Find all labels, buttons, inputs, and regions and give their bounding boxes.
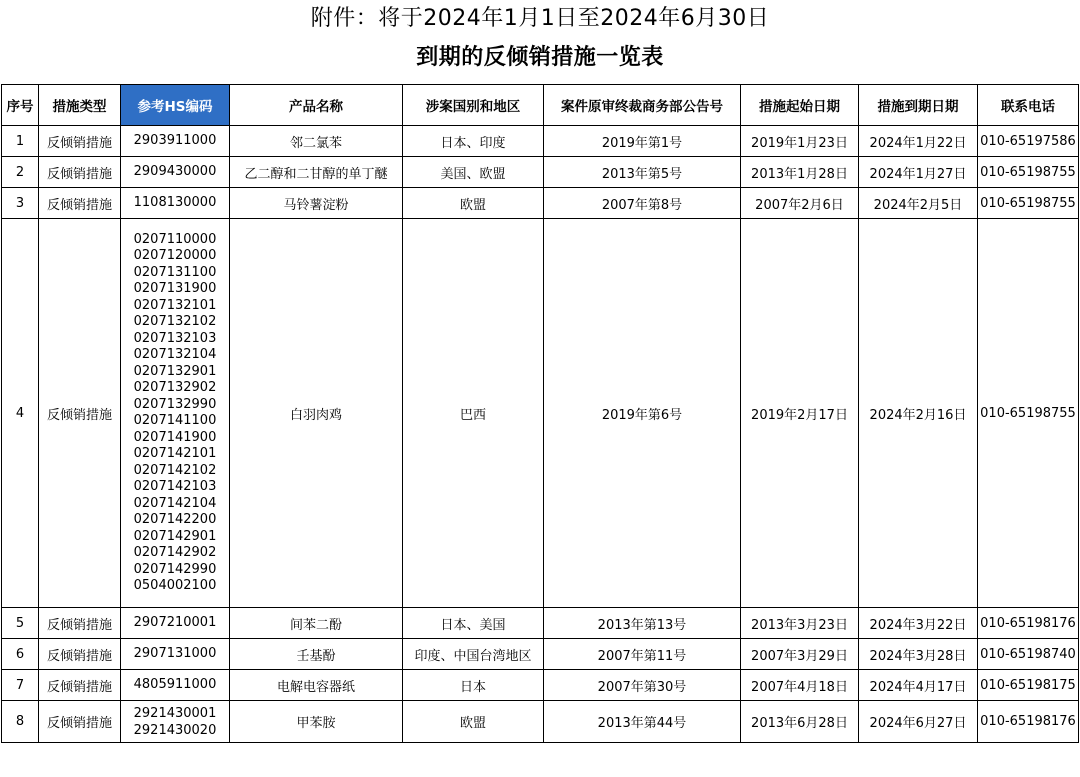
header-end-date: 措施到期日期 xyxy=(859,85,978,126)
cell-end-date: 2024年4月17日 xyxy=(859,670,978,701)
hs-code: 0504002100 xyxy=(133,578,217,593)
cell-notice-number: 2007年第8号 xyxy=(544,188,741,219)
title-line-1: 附件：将于2024年1月1日至2024年6月30日 xyxy=(310,6,770,31)
cell-row-number: 1 xyxy=(2,126,39,157)
cell-end-date: 2024年6月27日 xyxy=(859,701,978,743)
header-region: 涉案国别和地区 xyxy=(403,85,544,126)
hs-code: 0207132901 xyxy=(133,363,217,379)
cell-region: 欧盟 xyxy=(403,188,544,219)
cell-start-date: 2007年4月18日 xyxy=(741,670,859,701)
cell-region: 日本、印度 xyxy=(403,126,544,157)
header-hs-code[interactable]: 参考HS编码 xyxy=(121,85,230,126)
hs-code: 0207142103 xyxy=(133,479,217,494)
cell-measure-type: 反倾销措施 xyxy=(39,670,121,701)
cell-contact-phone: 010-65198740 xyxy=(978,639,1079,670)
hs-code: 2907131000 xyxy=(133,645,217,661)
cell-product-name: 壬基酚 xyxy=(230,639,403,670)
cell-notice-number: 2007年第11号 xyxy=(544,639,741,670)
hs-code: 2909430000 xyxy=(133,163,217,179)
cell-product-name: 乙二醇和二甘醇的单丁醚 xyxy=(230,157,403,188)
hs-code: 0207142102 xyxy=(133,462,217,478)
cell-hs-codes xyxy=(121,219,230,608)
hs-code: 0207132990 xyxy=(133,396,217,412)
hs-code: 0207142902 xyxy=(133,545,217,560)
table-row xyxy=(2,608,1079,639)
cell-notice-number: 2013年第44号 xyxy=(544,701,741,743)
cell-measure-type: 反倾销措施 xyxy=(39,126,121,157)
hs-code: 0207132101 xyxy=(133,297,217,313)
cell-notice-number: 2019年第6号 xyxy=(544,219,741,608)
cell-row-number: 3 xyxy=(2,188,39,219)
header-start-date: 措施起始日期 xyxy=(741,85,859,126)
cell-notice-number: 2013年第13号 xyxy=(544,608,741,639)
table-row xyxy=(2,670,1079,701)
cell-end-date: 2024年2月16日 xyxy=(859,219,978,608)
hs-code: 0207142990 xyxy=(133,561,217,577)
header-product: 产品名称 xyxy=(230,85,403,126)
cell-measure-type: 反倾销措施 xyxy=(39,639,121,670)
cell-notice-number: 2013年第5号 xyxy=(544,157,741,188)
cell-row-number: 5 xyxy=(2,608,39,639)
cell-start-date: 2019年2月17日 xyxy=(741,219,859,608)
hs-code: 2903911000 xyxy=(133,132,217,148)
cell-contact-phone: 010-65198175 xyxy=(978,670,1079,701)
hs-code: 0207120000 xyxy=(133,248,217,263)
cell-hs-codes xyxy=(121,608,230,639)
cell-hs-codes xyxy=(121,701,230,743)
cell-end-date: 2024年2月5日 xyxy=(859,188,978,219)
measures-table xyxy=(1,84,1079,743)
cell-contact-phone: 010-65197586 xyxy=(978,126,1079,157)
cell-contact-phone: 010-65198176 xyxy=(978,608,1079,639)
hs-code: 0207131900 xyxy=(133,281,217,296)
cell-product-name: 邻二氯苯 xyxy=(230,126,403,157)
cell-start-date: 2013年6月28日 xyxy=(741,701,859,743)
cell-start-date: 2013年1月28日 xyxy=(741,157,859,188)
cell-contact-phone: 010-65198176 xyxy=(978,701,1079,743)
cell-region: 巴西 xyxy=(403,219,544,608)
table-header-row xyxy=(2,85,1079,126)
cell-end-date: 2024年1月22日 xyxy=(859,126,978,157)
cell-row-number: 8 xyxy=(2,701,39,743)
cell-row-number: 4 xyxy=(2,219,39,608)
cell-end-date: 2024年3月28日 xyxy=(859,639,978,670)
cell-measure-type: 反倾销措施 xyxy=(39,188,121,219)
cell-end-date: 2024年3月22日 xyxy=(859,608,978,639)
cell-region: 日本、美国 xyxy=(403,608,544,639)
table-row xyxy=(2,701,1079,743)
cell-product-name: 间苯二酚 xyxy=(230,608,403,639)
cell-hs-codes xyxy=(121,157,230,188)
hs-code: 0207142101 xyxy=(133,446,217,461)
cell-notice-number: 2007年第30号 xyxy=(544,670,741,701)
cell-measure-type: 反倾销措施 xyxy=(39,157,121,188)
table-row xyxy=(2,188,1079,219)
title-line-2: 到期的反倾销措施一览表 xyxy=(416,45,664,70)
cell-measure-type: 反倾销措施 xyxy=(39,701,121,743)
cell-end-date: 2024年1月27日 xyxy=(859,157,978,188)
cell-measure-type: 反倾销措施 xyxy=(39,608,121,639)
cell-row-number: 6 xyxy=(2,639,39,670)
hs-code: 0207142104 xyxy=(133,495,217,511)
cell-hs-codes xyxy=(121,639,230,670)
hs-code: 4805911000 xyxy=(133,676,217,692)
cell-region: 欧盟 xyxy=(403,701,544,743)
header-notice: 案件原审终裁商务部公告号 xyxy=(544,85,741,126)
cell-measure-type: 反倾销措施 xyxy=(39,219,121,608)
hs-code: 1108130000 xyxy=(133,194,217,210)
cell-product-name: 甲苯胺 xyxy=(230,701,403,743)
table-row xyxy=(2,126,1079,157)
cell-region: 美国、欧盟 xyxy=(403,157,544,188)
table-row xyxy=(2,219,1079,608)
header-no: 序号 xyxy=(2,85,39,126)
cell-product-name: 马铃薯淀粉 xyxy=(230,188,403,219)
hs-code: 2907210001 xyxy=(133,614,217,630)
cell-start-date: 2007年3月29日 xyxy=(741,639,859,670)
hs-code: 0207142200 xyxy=(133,512,217,527)
cell-hs-codes xyxy=(121,188,230,219)
document-title xyxy=(0,0,1080,80)
hs-code: 0207110000 xyxy=(133,231,217,247)
cell-contact-phone: 010-65198755 xyxy=(978,188,1079,219)
cell-product-name: 电解电容器纸 xyxy=(230,670,403,701)
header-phone: 联系电话 xyxy=(978,85,1079,126)
hs-code: 0207132902 xyxy=(133,380,217,395)
header-type: 措施类型 xyxy=(39,85,121,126)
hs-code: 0207141100 xyxy=(133,413,217,428)
cell-row-number: 2 xyxy=(2,157,39,188)
hs-code: 2921430001 xyxy=(133,706,217,721)
hs-code: 0207132102 xyxy=(133,314,217,329)
cell-contact-phone: 010-65198755 xyxy=(978,157,1079,188)
table-row xyxy=(2,639,1079,670)
cell-start-date: 2013年3月23日 xyxy=(741,608,859,639)
cell-start-date: 2007年2月6日 xyxy=(741,188,859,219)
cell-product-name: 白羽肉鸡 xyxy=(230,219,403,608)
hs-code: 0207141900 xyxy=(133,429,217,445)
hs-code: 0207142901 xyxy=(133,528,217,544)
hs-code: 0207132104 xyxy=(133,347,217,362)
cell-notice-number: 2019年第1号 xyxy=(544,126,741,157)
cell-region: 日本 xyxy=(403,670,544,701)
cell-hs-codes xyxy=(121,670,230,701)
cell-row-number: 7 xyxy=(2,670,39,701)
hs-code: 2921430020 xyxy=(133,722,217,738)
table-row xyxy=(2,157,1079,188)
cell-start-date: 2019年1月23日 xyxy=(741,126,859,157)
cell-hs-codes xyxy=(121,126,230,157)
hs-code: 0207131100 xyxy=(133,264,217,280)
cell-region: 印度、中国台湾地区 xyxy=(403,639,544,670)
cell-contact-phone: 010-65198755 xyxy=(978,219,1079,608)
hs-code: 0207132103 xyxy=(133,330,217,346)
